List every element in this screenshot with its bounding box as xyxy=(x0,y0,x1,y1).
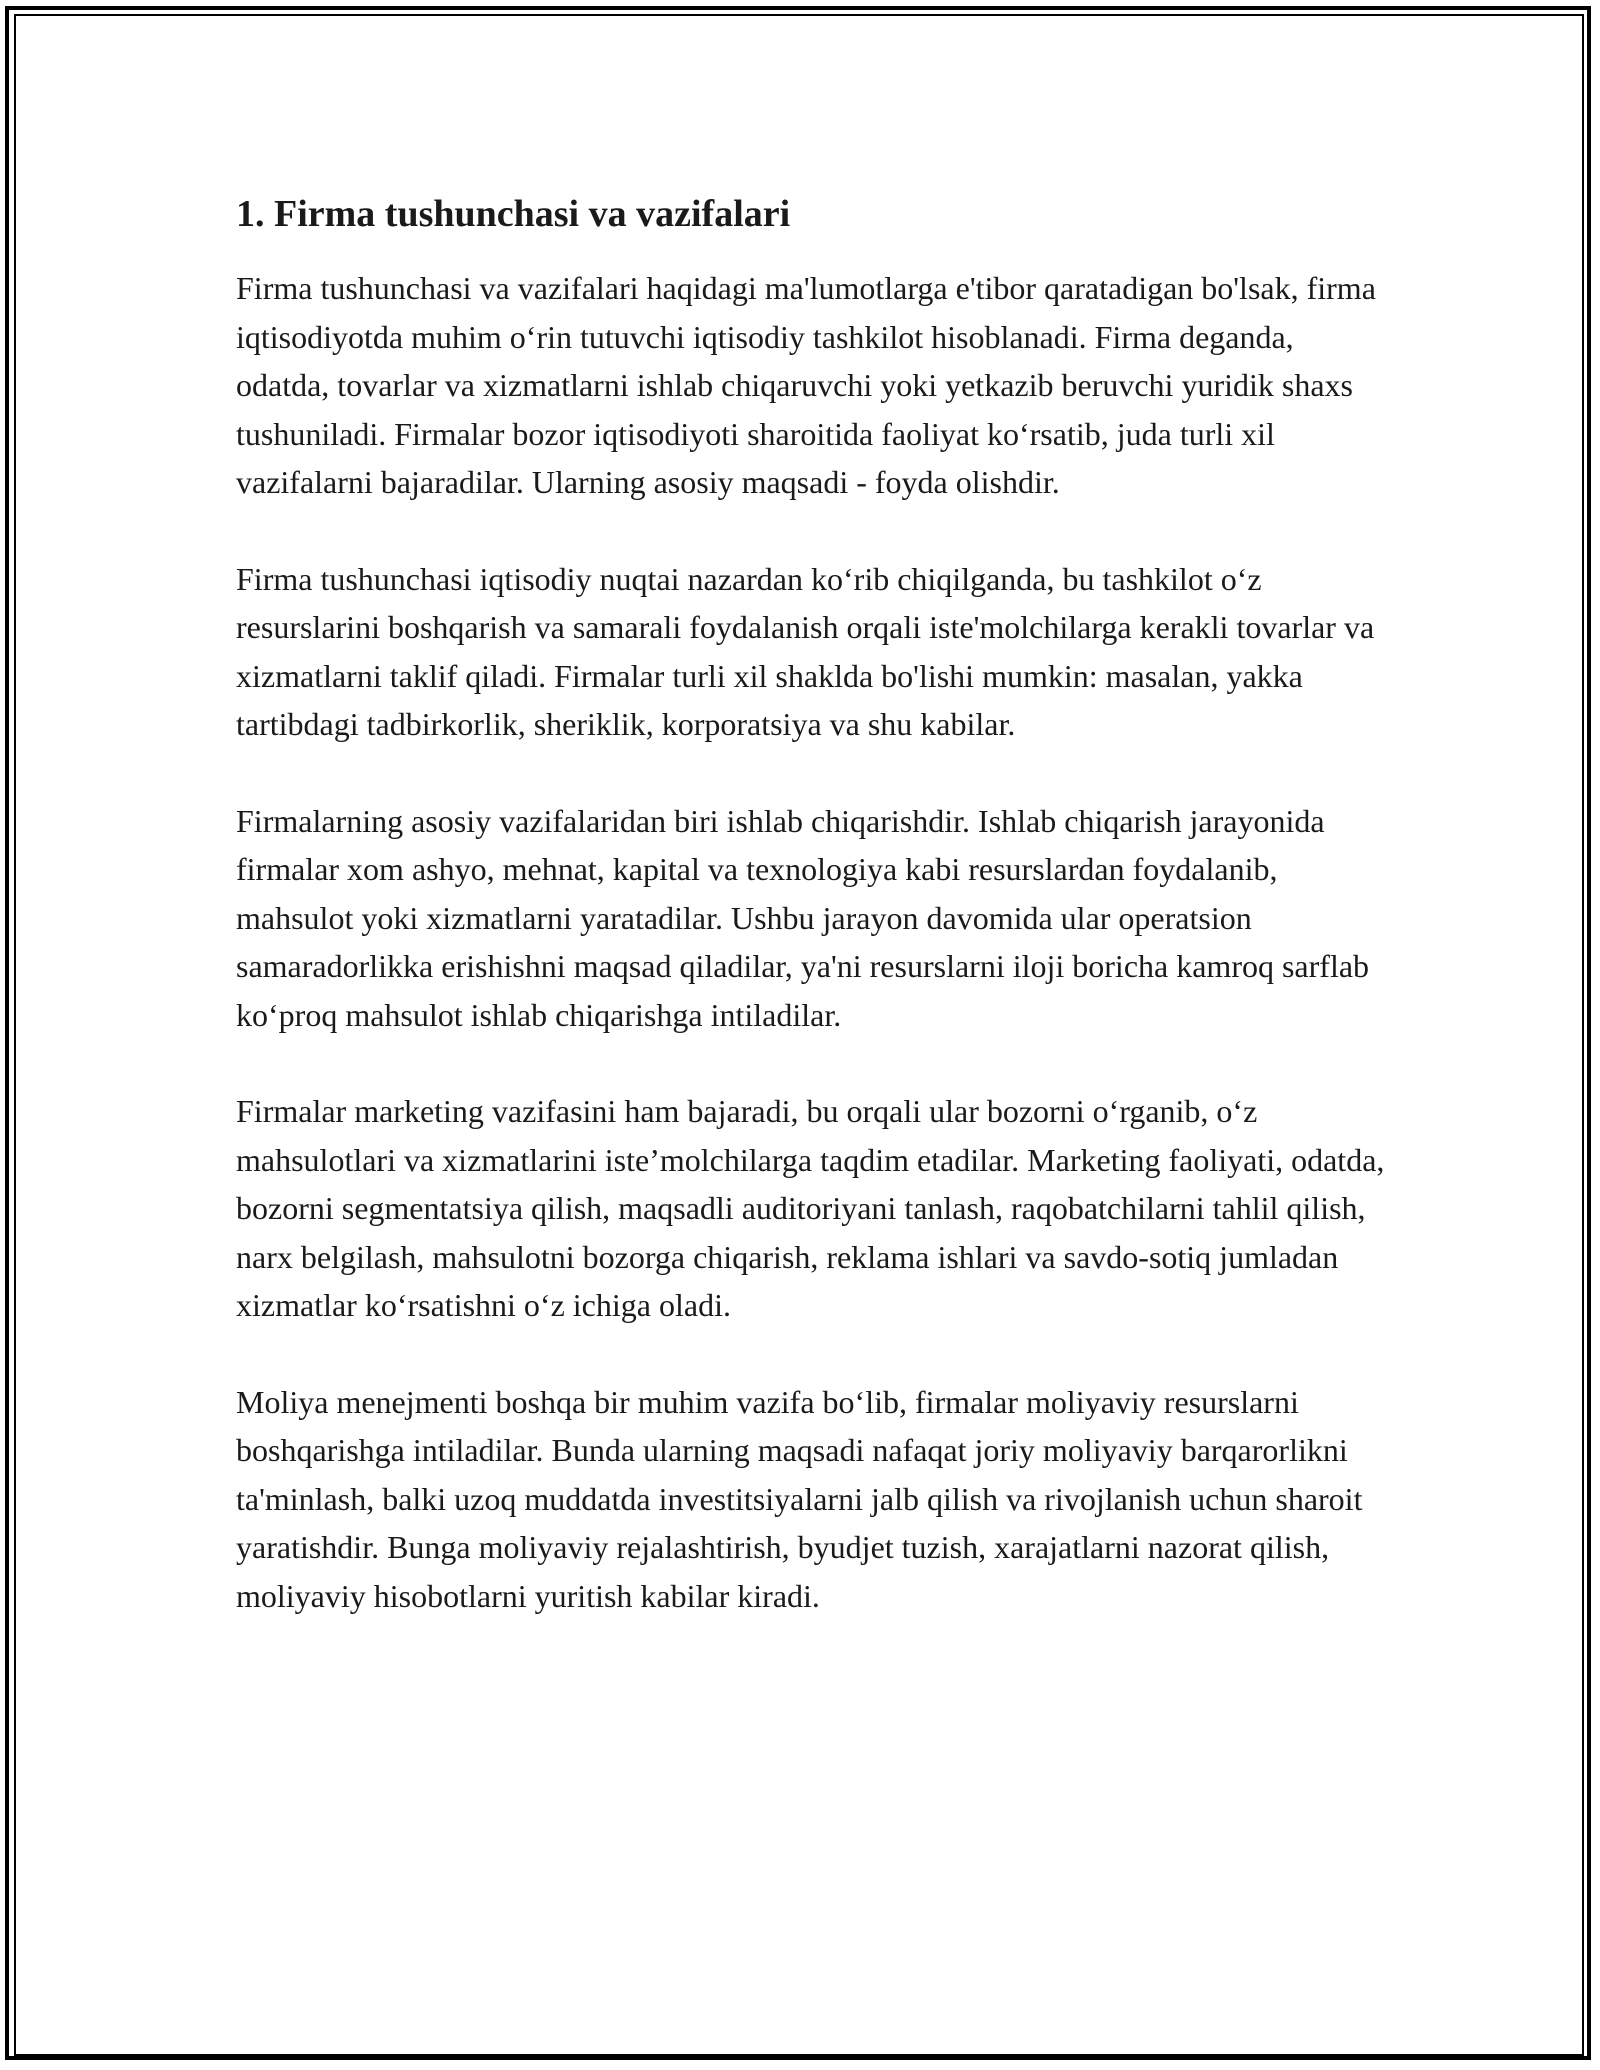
paragraph-finance: Moliya menejmenti boshqa bir muhim vazifa bo‘lib, firmalar moliyaviy resurslarni boshqarishga intiladilar. Bunda ularning maqsadi nafaqat joriy moliyaviy barqarorlikni ta'minlash, balki uzoq muddatda investitsiyalarni jalb qilish va rivojlanish uchun sharoit yaratishdir. Bunga moliyaviy rejalashtirish, byudjet tuzish, xarajatlarni nazorat qilish, moliyaviy hisobotlarni yuritish kabilar kiradi. xyxy=(236,1383,1363,1614)
paragraph-marketing: Firmalar marketing vazifasini ham bajaradi, bu orqali ular bozorni o‘rganib, o‘z mahsulotlari va xizmatlarini iste’molchilarga taqdim etadilar. Marketing faoliyati, odatda, bozorni segmentatsiya qilish, maqsadli auditoriyani tanlash, raqobatchilarni tahlil qilish, narx belgilash, mahsulotni bozorga chiqarish, reklama ishlari va savdo-sotiq jumladan xizmatlar ko‘rsatishni o‘z ichiga oladi. xyxy=(236,1093,1385,1323)
paragraph-intro: Firma tushunchasi va vazifalari haqidagi ma'lumotlarga e'tibor qaratadigan bo'lsak, firma iqtisodiyotda muhim o‘rin tutuvchi iqtisodiy tashkilot hisoblanadi. Firma deganda, odatda, tovarlar va xizmatlarni ishlab chiqaruvchi yoki yetkazib beruvchi yuridik shaxs tushuniladi. Firmalar bozor iqtisodiyoti sharoitida faoliyat ko‘rsatib, juda turli xil vazifalarni bajaradilar. Ularning asosiy maqsadi - foyda olishdir. xyxy=(236,270,1376,500)
paragraph-production: Firmalarning asosiy vazifalaridan biri ishlab chiqarishdir. Ishlab chiqarish jarayonida firmalar xom ashyo, mehnat, kapital va texnologiya kabi resurslardan foydalanib, mahsulot yoki xizmatlarni yaratadilar. Ushbu jarayon davomida ular operatsion samaradorlikka erishishni maqsad qiladilar, ya'ni resurslarni iloji boricha kamroq sarflab ko‘proq mahsulot ishlab chiqarishga intiladilar. xyxy=(236,802,1370,1033)
paragraph-economic-view: Firma tushunchasi iqtisodiy nuqtai nazardan ko‘rib chiqilganda, bu tashkilot o‘z resurslarini boshqarish va samarali foydalanish orqali iste'molchilarga kerakli tovarlar va xizmatlarni taklif qiladi. Firmalar turli xil shaklda bo'lishi mumkin: masalan, yakka tartibdagi tadbirkorlik, sheriklik, korporatsiya va shu kabilar. xyxy=(236,560,1375,742)
document-body xyxy=(236,186,1386,1668)
section-title: 1. Firma tushunchasi va vazifalari xyxy=(236,193,791,235)
